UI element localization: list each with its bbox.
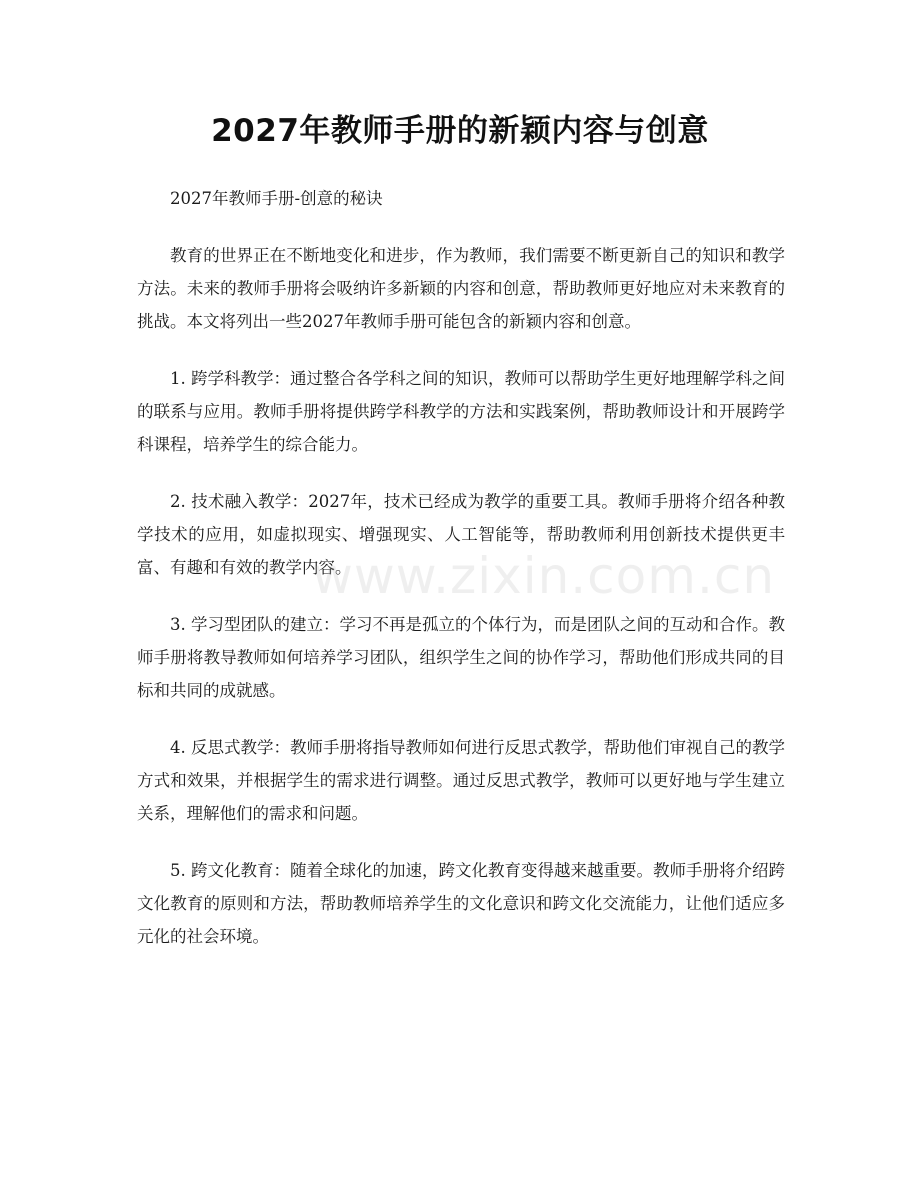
list-item: 5. 跨文化教育：随着全球化的加速，跨文化教育变得越来越重要。教师手册将介绍跨文化教育的原则和方法，帮助教师培养学生的文化意识和跨文化交流能力，让他们适应多元化的社会环境。 — [137, 861, 785, 946]
intro-paragraph: 教育的世界正在不断地变化和进步，作为教师，我们需要不断更新自己的知识和教学方法。未来的教师手册将会吸纳许多新颖的内容和创意，帮助教师更好地应对未来教育的挑战。本文将列出一些2027年教师手册可能包含的新颖内容和创意。 — [137, 246, 785, 331]
page-title: 2027年教师手册的新颖内容与创意 — [211, 113, 709, 149]
document-subtitle: 2027年教师手册-创意的秘诀 — [170, 189, 383, 208]
list-item: 4. 反思式教学：教师手册将指导教师如何进行反思式教学，帮助他们审视自己的教学方式和效果，并根据学生的需求进行调整。通过反思式教学，教师可以更好地与学生建立关系，理解他们的需求和问题。 — [137, 738, 785, 823]
document-body — [137, 182, 785, 977]
list-item: 3. 学习型团队的建立：学习不再是孤立的个体行为，而是团队之间的互动和合作。教师手册将教导教师如何培养学习团队，组织学生之间的协作学习，帮助他们形成共同的目标和共同的成就感。 — [137, 615, 785, 700]
list-item: 2. 技术融入教学：2027年，技术已经成为教学的重要工具。教师手册将介绍各种教学技术的应用，如虚拟现实、增强现实、人工智能等，帮助教师利用创新技术提供更丰富、有趣和有效的教学内容。 — [137, 492, 785, 577]
list-item: 1. 跨学科教学：通过整合各学科之间的知识，教师可以帮助学生更好地理解学科之间的联系与应用。教师手册将提供跨学科教学的方法和实践案例，帮助教师设计和开展跨学科课程，培养学生的综合能力。 — [137, 369, 785, 454]
watermark: www.zixin.com.cn — [312, 547, 776, 605]
